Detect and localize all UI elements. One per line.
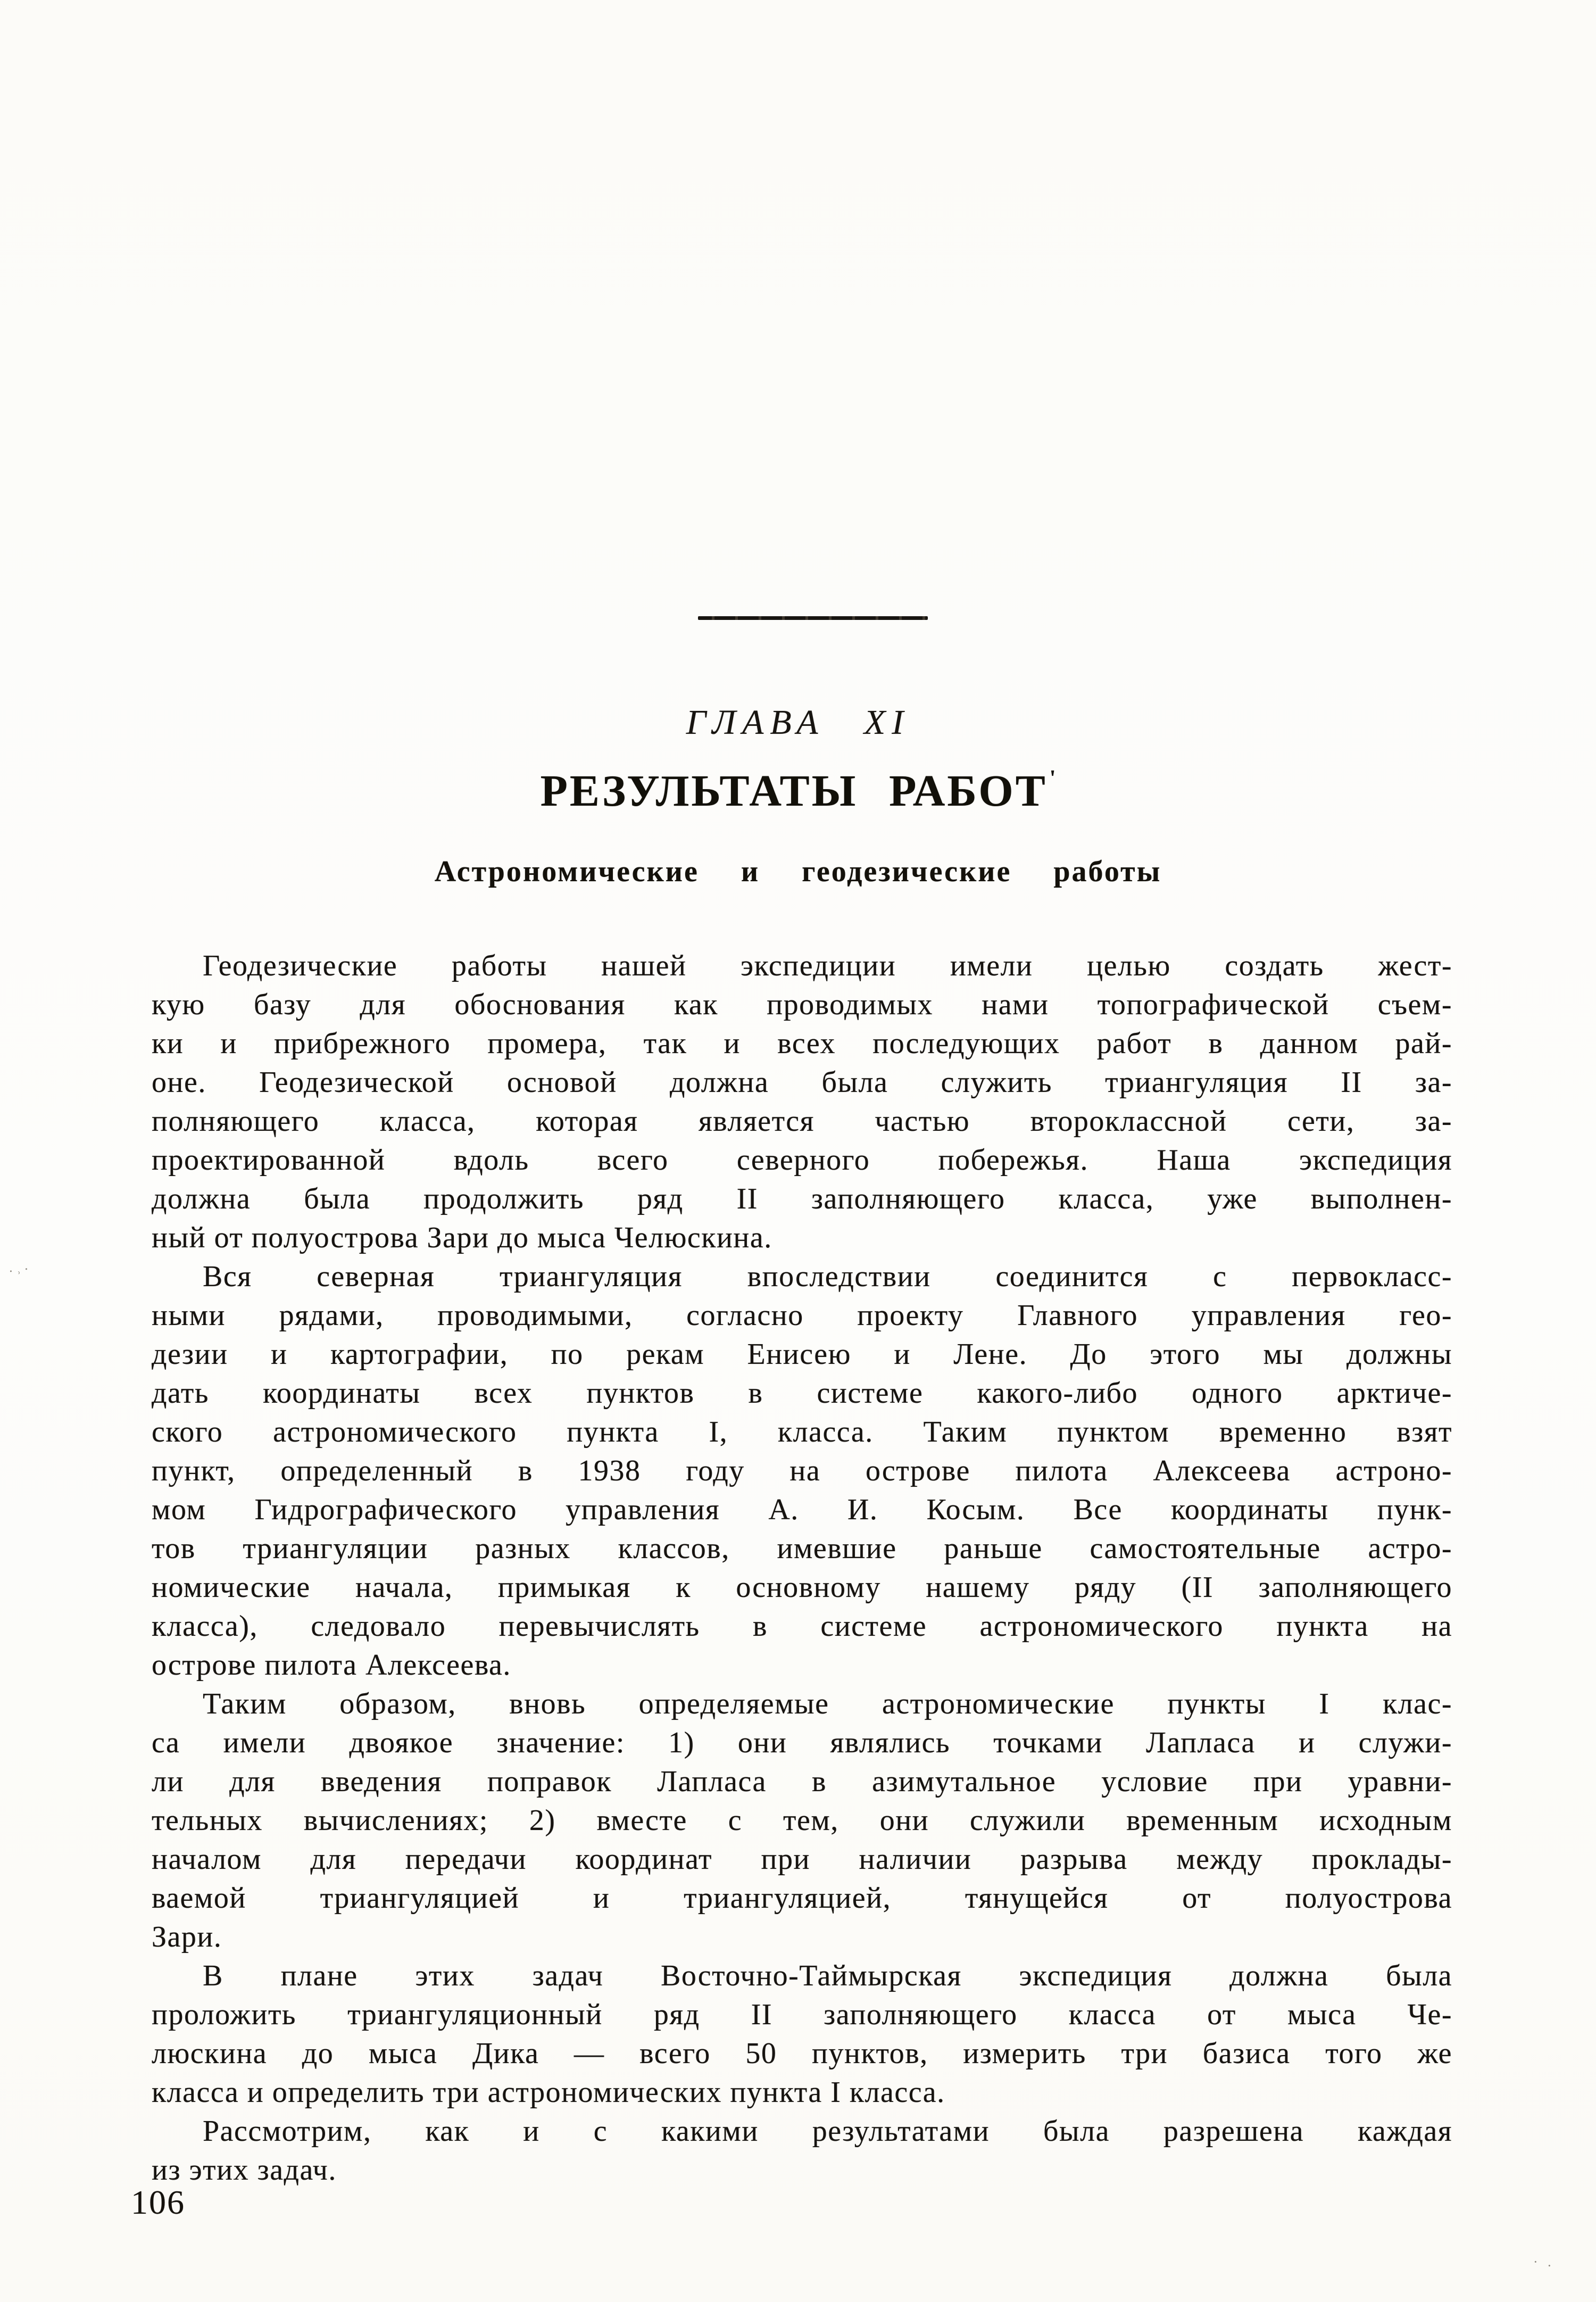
scan-artifact-speck: ·˒· [7,1261,33,1279]
text-line: ского астрономического пункта I, класса. Таким пунктом временно взят [152,1415,1452,1448]
text-line: дать координаты всех пунктов в системе какого-либо одного арктиче- [152,1377,1452,1410]
text-line: са имели двоякое значение: 1) они являлись точками Лапласа и служи- [152,1726,1452,1759]
text-line: ный от полуострова Зари до мыса Челюскина. [152,1221,772,1254]
text-line: Таким образом, вновь определяемые астрономические пункты I клас- [203,1687,1452,1720]
section-subtitle: Астрономические и геодезические работы [434,855,1162,888]
scan-artifact-dots: · . [1533,2254,1555,2270]
text-line: Рассмотрим, как и с какими результатами была разрешена каждая [203,2115,1452,2148]
text-line: кую базу для обоснования как проводимых нами топографической съем- [152,988,1452,1021]
text-line: ваемой триангуляцией и триангуляцией, тянущейся от полуострова [152,1882,1452,1915]
text-line: тельных вычислениях; 2) вместе с тем, они служили временным исходным [152,1804,1452,1837]
text-line: пункт, определенный в 1938 году на острове пилота Алексеева астроно- [152,1454,1452,1487]
text-line: мом Гидрографического управления А. И. Косым. Все координаты пунк- [152,1493,1452,1526]
text-line: полняющего класса, которая является частью второклассной сети, за- [152,1105,1452,1138]
text-line: ки и прибрежного промера, так и всех последующих работ в данном рай- [152,1027,1452,1060]
text-line: оне. Геодезической основой должна была служить триангуляция II за- [152,1066,1452,1099]
section-divider-rule [698,616,928,620]
text-line: класса), следовало перевычислять в системе астрономического пункта на [152,1610,1452,1643]
text-line: люскина до мыса Дика — всего 50 пунктов, измерить три базиса того же [152,2037,1452,2070]
text-line: В плане этих задач Восточно-Таймырская экспедиция должна была [203,1959,1452,1992]
text-line: Зари. [152,1920,222,1953]
text-line: началом для передачи координат при наличии разрыва между проклады- [152,1843,1452,1876]
text-line: класса и определить три астрономических пункта I класса. [152,2076,945,2109]
text-line: Геодезические работы нашей экспедиции имели целью создать жест- [203,949,1452,982]
print-artifact-tick: ' [1049,766,1056,791]
text-line: проектированной вдоль всего северного побережья. Наша экспедиция [152,1144,1452,1177]
text-line: острове пилота Алексеева. [152,1649,511,1682]
body-text [152,947,1452,2190]
text-line: из этих задач. [152,2154,337,2187]
text-line: ли для введения поправок Лапласа в азимутальное условие при уравни- [152,1765,1452,1798]
text-line: тов триангуляции разных классов, имевшие раньше самостоятельные астро- [152,1532,1452,1565]
chapter-heading: ГЛАВА XI [686,703,910,742]
text-line: номические начала, примыкая к основному нашему ряду (II заполняющего [152,1571,1452,1604]
text-line: проложить триангуляционный ряд II заполняющего класса от мыса Че- [152,1998,1452,2031]
page-number: 106 [131,2183,185,2221]
page-title [0,765,1596,817]
text-line: Вся северная триангуляция впоследствии соединится с первокласс- [203,1260,1452,1293]
text-line: ными рядами, проводимыми, согласно проекту Главного управления гео- [152,1299,1452,1332]
title-text: РЕЗУЛЬТАТЫ РАБОТ [540,766,1048,816]
text-line: должна была продолжить ряд II заполняющего класса, уже выполнен- [152,1182,1452,1215]
text-line: дезии и картографии, по рекам Енисею и Лене. До этого мы должны [152,1338,1452,1371]
